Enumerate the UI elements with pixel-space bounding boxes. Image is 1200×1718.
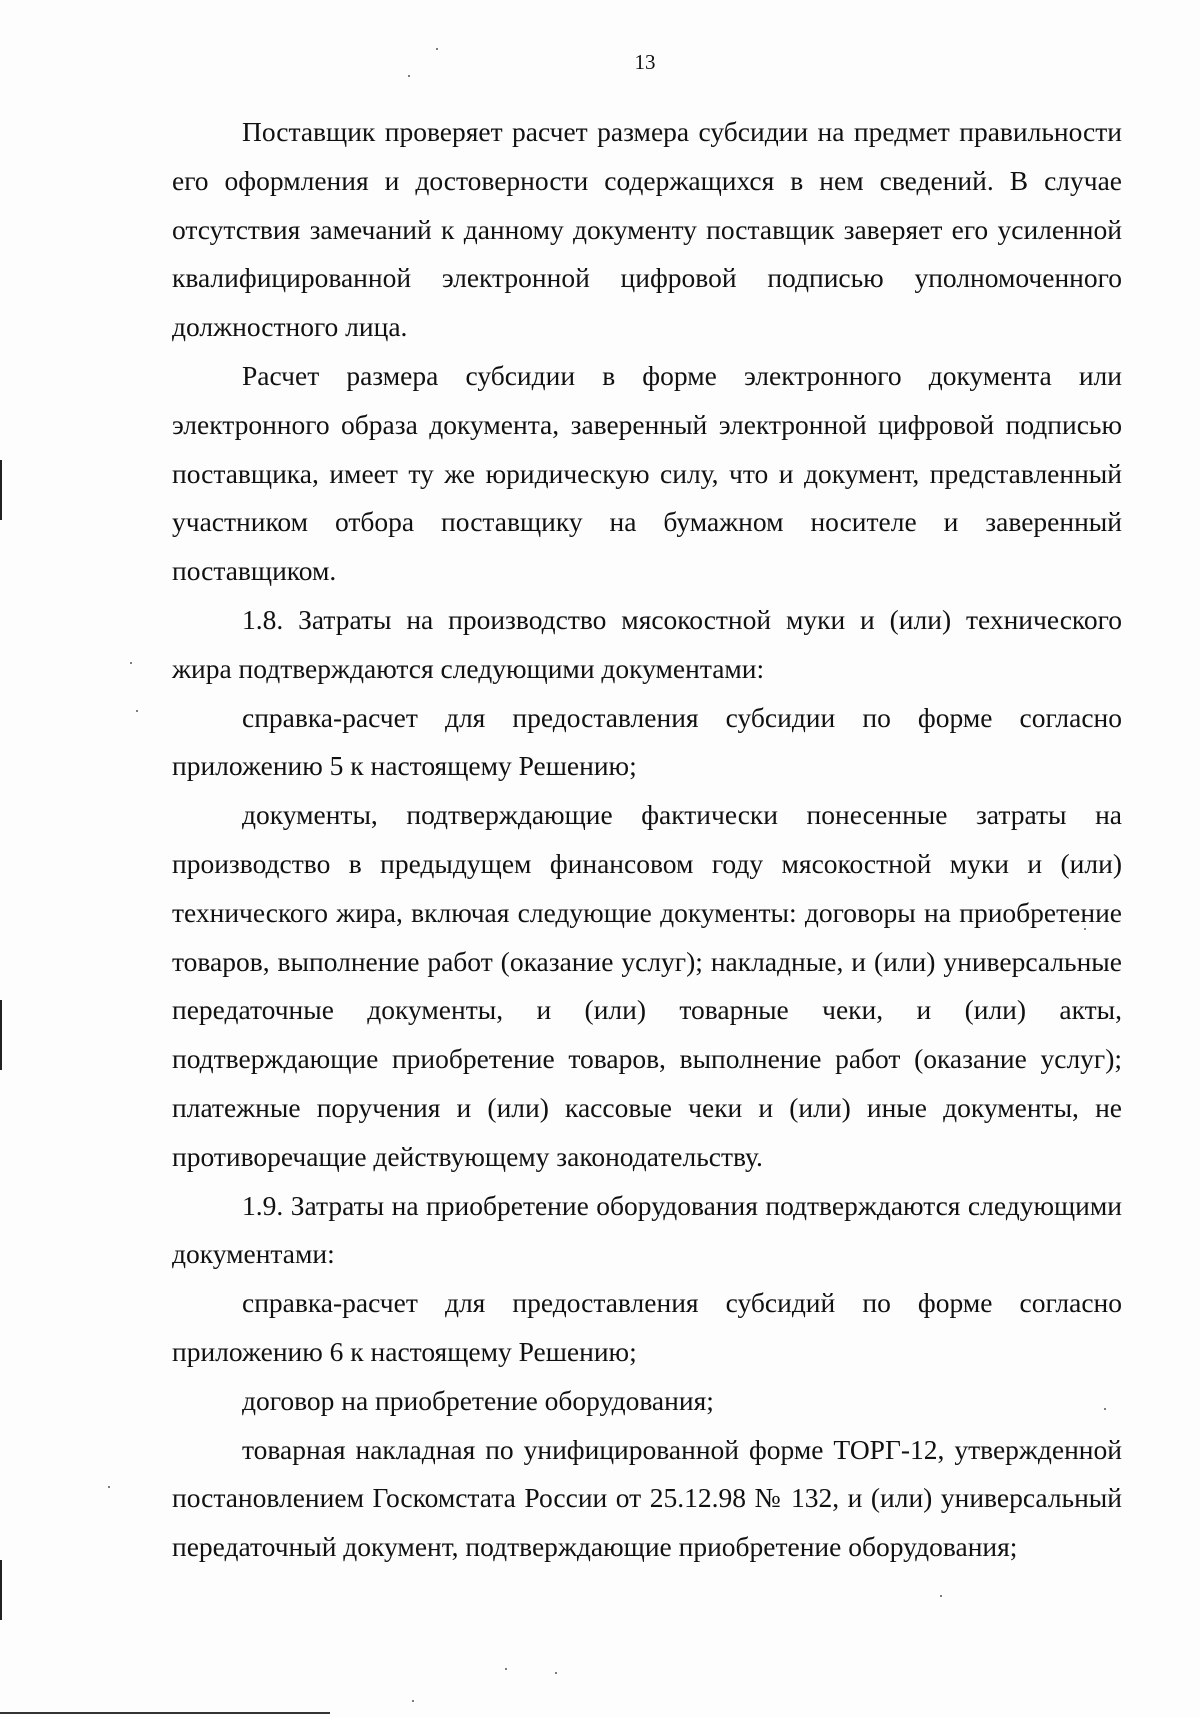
page-number: 13 — [634, 50, 656, 74]
scan-speck — [1084, 928, 1086, 930]
scan-speck — [436, 48, 438, 50]
scan-speck — [412, 1700, 414, 1702]
scan-speck — [408, 75, 410, 77]
scan-speck — [555, 1672, 557, 1674]
scan-speck — [136, 710, 138, 712]
scan-speck — [108, 1486, 110, 1488]
paragraph-clause-1-9: 1.9. Затраты на приобретение оборудования подтверждаются следующими документами: — [172, 1189, 1122, 1270]
paragraph-equipment-contract: договор на приобретение оборудования; — [242, 1384, 714, 1416]
paragraph-clause-1-8: 1.8. Затраты на производство мясокостной муки и (или) технического жира подтверждаются следующими документами: — [172, 603, 1122, 684]
document-body — [172, 108, 1122, 1572]
scan-edge-mark — [0, 1000, 2, 1070]
paragraph-reference-appendix-6: справка-расчет для предоставления субсидий по форме согласно приложению 6 к настоящему Решению; — [172, 1287, 1122, 1367]
paragraph-electronic-document: Расчет размера субсидии в форме электронного документа или электронного образа документа, заверенный электронной цифровой подписью поставщика, имеет ту же юридическую силу, что и документ, представленный участником отбора поставщику на бумажном носителе и заверенный поставщиком. — [172, 359, 1122, 587]
paragraph-cost-documents: документы, подтверждающие фактически понесенные затраты на производство в предыдущем финансовом году мясокостной муки и (или) технического жира, включая следующие документы: договоры на приобретение товаров, выполнение работ (оказание услуг); накладные, и (или) универсальные передаточные документы, и (или) товарные чеки, и (или) акты, подтверждающие приобретение товаров, выполнение работ (оказание услуг); платежные поручения и (или) кассовые чеки и (или) иные документы, не противоречащие действующему законодательству. — [172, 799, 1122, 1172]
paragraph-supplier-check: Поставщик проверяет расчет размера субсидии на предмет правильности его оформления и достоверности содержащихся в нем сведений. В случае отсутствия замечаний к данному документу поставщик заверяет его усиленной квалифицированной электронной цифровой подписью уполномоченного должностного лица. — [172, 116, 1122, 343]
scan-edge-mark — [0, 460, 2, 520]
paragraph-waybill-torg-12: товарная накладная по унифицированной форме ТОРГ-12, утвержденной постановлением Госкомстата России от 25.12.98 № 132, и (или) универсальный передаточный документ, подтверждающие приобретение оборудования; — [172, 1433, 1122, 1563]
paragraph-reference-appendix-5: справка-расчет для предоставления субсидии по форме согласно приложению 5 к настоящему Решению; — [172, 701, 1122, 782]
scan-speck — [1104, 1408, 1106, 1410]
scan-speck — [505, 1668, 507, 1670]
scan-speck — [130, 662, 132, 664]
scan-edge-line — [0, 1712, 330, 1714]
scan-edge-mark — [0, 1560, 2, 1620]
scan-speck — [940, 1595, 942, 1597]
